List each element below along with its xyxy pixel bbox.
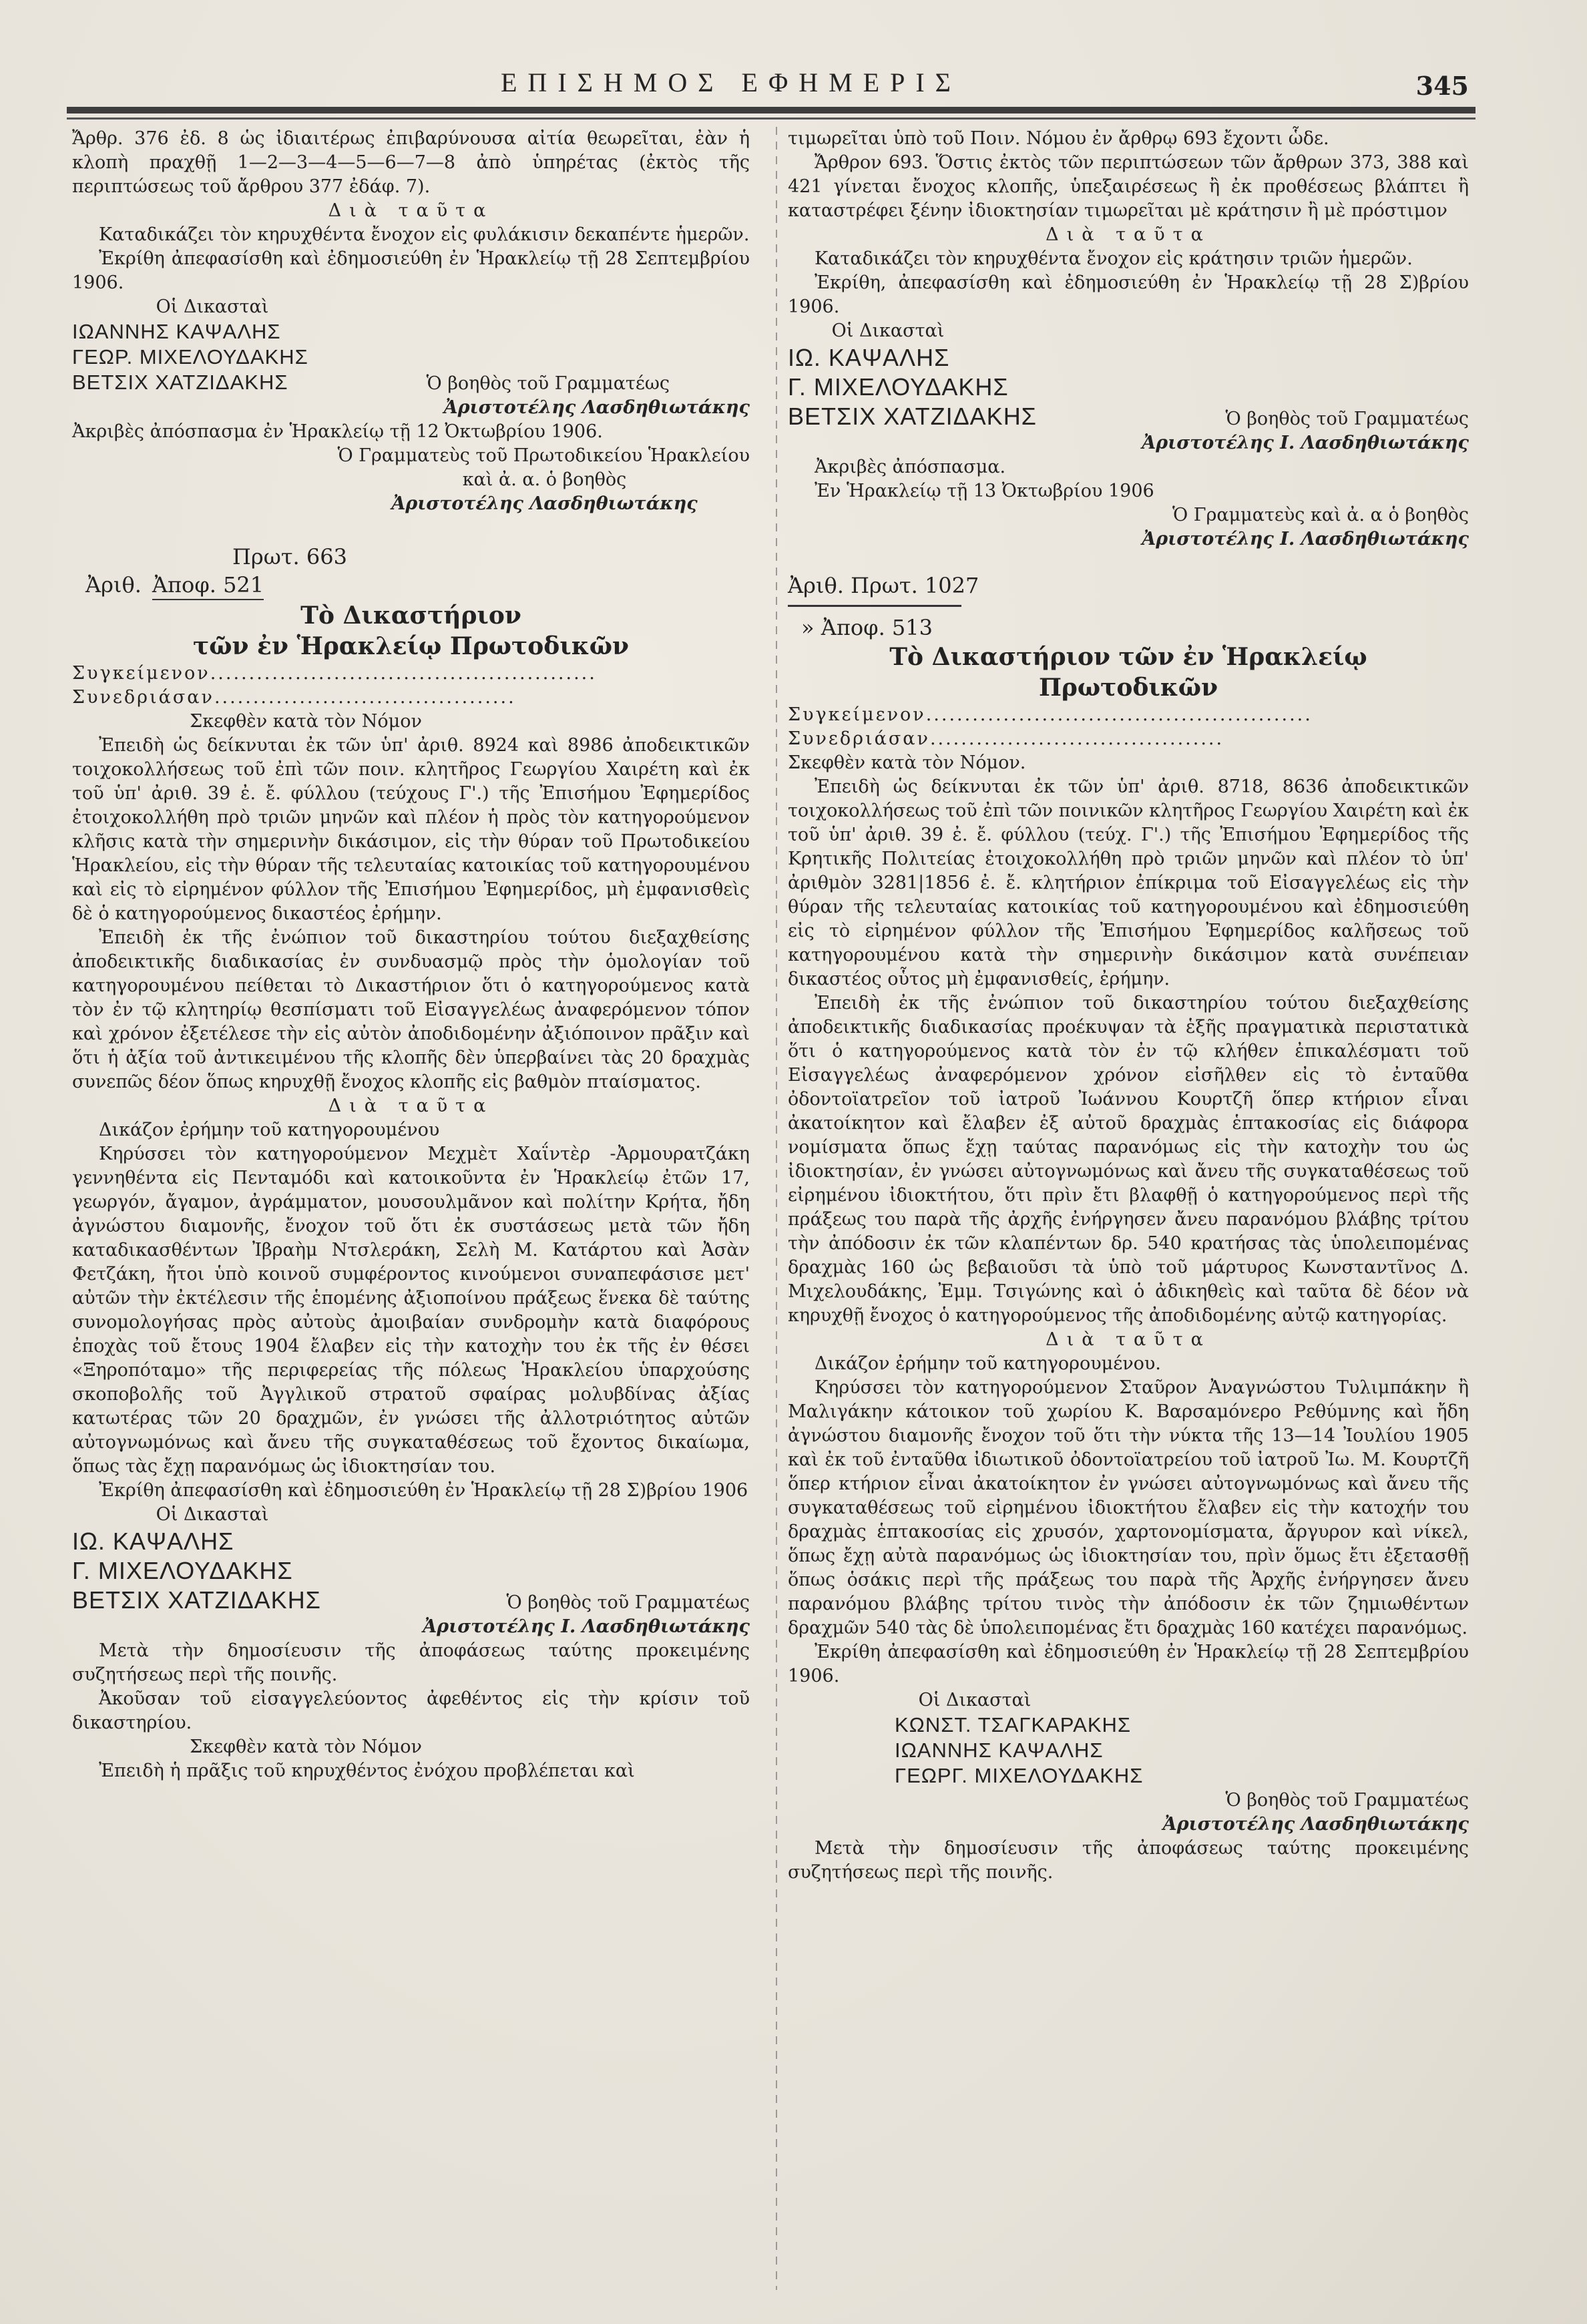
right-judge-1a: ΙΩ. ΚΑΨΑΛΗΣ [788,344,950,371]
left-para-4: Μετὰ τὴν δημοσίευσιν τῆς ἀποφάσεως ταύτης προκειμένης συζητήσεως περὶ τῆς ποινῆς. [72,1640,750,1685]
right-judge-2c: ΓΕΩΡΓ. ΜΙΧΕΛΟΥΔΑΚΗΣ [895,1764,1144,1787]
right-assistant-1-name: Ἀριστοτέλης Ι. Λασδηθιωτάκης [1142,433,1469,453]
left-copy-1: Ἀκριβὲς ἀπόσπασμα ἐν Ἡρακλείῳ τῇ 12 Ὀκτωβρίου 1906. [72,421,603,442]
left-column: Ἄρθρ. 376 ἐδ. 8 ὡς ἰδιαιτέρως ἐπιβαρύνουσα αἰτία θεωρεῖται, ἐὰν ἡ κλοπὴ πραχθῇ 1—2—3—4—5—6—7—8 ἀπὸ ὑπηρέτας (ἐκτὸς τῆς περιπτώσεως τοῦ ἄρθρου 377 ἐδάφ. 7). Διὰ ταῦτα Καταδικάζει τὸν κηρυχθέντα ἔνοχον εἰς φυλάκισιν δεκαπέντε ἡμερῶν. Ἐκρίθη ἀπεφασίσθη καὶ ἐδημοσιεύθη ἐν Ἡρακλείῳ τῇ 28 Σεπτεμβρίου 1906. Οἱ Δικασταὶ ΙΩΑΝΝΗΣ ΚΑΨΑΛΗΣ ΓΕΩΡ. ΜΙΧΕΛΟΥΔΑΚΗΣ ΒΕΤΣΙΧ ΧΑΤΖΙΔΑΚΗΣ Ὁ βοηθὸς τοῦ Γραμματέως Ἀριστοτέλης Λασδηθιωτάκης Ἀκριβὲς ἀπόσπασμα ἐν Ἡρακλείῳ τῇ 12 Ὀκτωβρίου 1906. Ὁ Γραμματεὺς τοῦ Πρωτοδικείου Ἡρακλείου καὶ ἀ. α. ὁ βοηθὸς Ἀριστοτέλης Λασδηθιωτάκης Πρωτ. 663 Ἀριθ. Ἀποφ. 521 Τὸ Δικαστήριον τῶν ἐν Ἡρακλείῳ Πρωτοδικῶν Συγκείμενον.................................................. Συνεδριάσαν....................................... Σκεφθὲν κατὰ τὸν Νόμον Ἐπειδὴ ὡς δείκνυται ἐκ τῶν ὑπ' ἀριθ. 8924 καὶ 8986 ἀποδεικτικῶν τοιχοκολλήσεως τοῦ ἐπὶ τῶν ποιν. κλητῆρος Γεωργίου Χαιρέτη καὶ ἐκ τοῦ ὑπ' ἀριθ. 39 ἐ. ἔ. φύλλου (τεύχους Γ'.) τῆς Ἐπισήμου Ἐφημερίδος ἐτοιχοκολλήθη πρὸ τριῶν μηνῶν καὶ πλέον ἡ πρὸς τὸν κατηγορούμενον κλῆσις κατὰ τὴν σημερινὴν δικάσιμον, εἰς τὴν θύραν τοῦ Πρωτοδικείου Ἡρακλείου, εἰς τὴν θύραν τῆς τελευταίας κατοικίας τοῦ κατηγορουμένου καὶ εἰς τὸ εἰρημένον φύλλον τῆς Ἐπισήμου Ἐφημερίδος, μὴ ἐμφανισθεὶς δὲ ὁ κατηγορούμενος δικαστέος ἐρήμην. Ἐπειδὴ ἐκ τῆς ἐνώπιον τοῦ δικαστηρίου τούτου διεξαχθείσης ἀποδεικτικῆς διαδικασίας ἐν συνδυασμῷ πρὸς τὴν ὁμολογίαν τοῦ κατηγορουμένου πείθεται τὸ Δικαστήριον ὅτι ὁ κατηγορούμενος κατὰ τὸν ἐν τῷ κλητηρίῳ θεσπίσματι τοῦ Εἰσαγγελέως ἀναφερόμενον τόπον καὶ χρόνον ἐξετέλεσε τὴν εἰς αὐτὸν ἀποδιδομένην ἀξιόποινον πρᾶξιν καὶ ὅτι ἡ ἀξία τοῦ ἀντικειμένου τῆς κλοπῆς δὲν ὑπερβαίνει τὰς 20 δραχμὰς συνεπῶς δέον ὅπως κηρυχθῇ ἔνοχος κλοπῆς εἰς βαθμὸν πταίσματος. Διὰ ταῦτα Δικάζον ἐρήμην τοῦ κατηγορουμένου Κηρύσσει τὸν κατηγορούμενον Μεχμὲτ Χαΐντὲρ -Ἀρμουρατζάκη γεννηθέντα εἰς Πενταμόδι καὶ κατοικοῦντα ἐν Ἡρακλείῳ ἐτῶν 17, γεωργόν, ἄγαμον, ἀγράμματον, μουσουλμᾶνον καὶ πολίτην Κρήτα, ἤδη ἀγνώστου διαμονῆς, ἔνοχον τοῦ ὅτι ἐκ συστάσεως μετὰ τῶν ἤδη καταδικασθέντων Ἰβραὴμ Ντσλεράκη, Σελὴ Μ. Κατάρτου καὶ Ἀσὰν Φετζάκη, ἤτοι ὑπὸ κοινοῦ συμφέροντος κινούμενοι συναπεφάσισε μετ' αὐτῶν τὴν ἐκτέλεσιν τῆς ἑπομένης ἀξιοποίνου πράξεως ἕνεκα δὲ ταύτης συνομολογήσας πρὸς αὐτοὺς ἀμοιβαίαν συνδρομὴν κατὰ διαφόρους ἐποχὰς τοῦ ἔτους 1904 ἔλαβεν εἰς τὴν κατοχὴν του ἐκ τῆς ἐν θέσει «Ξηροπόταμο» τῆς περιφερείας τῆς πόλεως Ἡρακλείου ὑπαρχούσης σκοποβολῆς τοῦ Ἀγγλικοῦ στρατοῦ σφαίρας μολυβδίνας ἀξίας κατωτέρας τῶν 20 δραχμῶν, ἐν γνώσει τῆς ἀλλοτριότητος αὐτῶν αὐτογνωμόνως καὶ ἄνευ τῆς συγκαταθέσεως τοῦ ἔχοντος δικαίωμα, ὅπως τὰς ἔχῃ παρανόμως ὡς ἰδιοκτησίαν του. Ἐκρίθη ἀπεφασίσθη καὶ ἐδημοσιεύθη ἐν Ἡρακλείῳ τῇ 28 Σ)βρίου 1906 Οἱ Δικασταὶ ΙΩ. ΚΑΨΑΛΗΣ Γ. ΜΙΧΕΛΟΥΔΑΚΗΣ ΒΕΤΣΙΧ ΧΑΤΖΙΔΑΚΗΣ Ὁ βοηθὸς τοῦ Γραμματέως Ἀριστοτέλης Ι. Λασδηθιωτάκης Μετὰ τὴν δημοσίευσιν τῆς ἀποφάσεως ταύτης προκειμένης συζητήσεως περὶ τῆς ποινῆς. Ἀκοῦσαν τοῦ εἰσαγγελεύοντος ἀφεθέντος εἰς τὴν κρίσιν τοῦ δικαστηρίου. Σκεφθὲν κατὰ τὸν Νόμον Ἐπειδὴ ἡ πρᾶξις τοῦ κηρυχθέντος ἐνόχου προβλέπεται καὶ [72,127,750,1783]
left-para-1: Ἐπειδὴ ὡς δείκνυται ἐκ τῶν ὑπ' ἀριθ. 8924 καὶ 8986 ἀποδεικτικῶν τοιχοκολλήσεως τοῦ ἐπὶ τῶν ποιν. κλητῆρος Γεωργίου Χαιρέτη καὶ ἐκ τοῦ ὑπ' ἀριθ. 39 ἐ. ἔ. φύλλου (τεύχους Γ'.) τῆς Ἐπισήμου Ἐφημερίδος ἐτοιχοκολλήθη πρὸ τριῶν μηνῶν καὶ πλέον ἡ πρὸς τὸν κατηγορούμενον κλῆσις κατὰ τὴν σημερινὴν δικάσιμον, εἰς τὴν θύραν τοῦ Πρωτοδικείου Ἡρακλείου, εἰς τὴν θύραν τῆς τελευταίας κατοικίας τοῦ κατηγορουμένου καὶ εἰς τὸ εἰρημένον φύλλον τῆς Ἐπισήμου Ἐφημερίδος, μὴ ἐμφανισθεὶς δὲ ὁ κατηγορούμενος δικαστέος ἐρήμην. [72,735,750,924]
left-intro: Ἄρθρ. 376 ἐδ. 8 ὡς ἰδιαιτέρως ἐπιβαρύνουσα αἰτία θεωρεῖται, ἐὰν ἡ κλοπὴ πραχθῇ 1—2—3—4—5—6—7—8 ἀπὸ ὑπηρέτας (ἐκτὸς τῆς περιπτώσεως τοῦ ἄρθρου 377 ἐδάφ. 7). [72,128,750,197]
left-decided-2: Ἐκρίθη ἀπεφασίσθη καὶ ἐδημοσιεύθη ἐν Ἡρακλείῳ τῇ 28 Σ)βρίου 1906 [99,1480,748,1501]
left-judge-2c: ΒΕΤΣΙΧ ΧΑΤΖΙΔΑΚΗΣ [72,1586,321,1614]
left-assistant-1-name: Ἀριστοτέλης Λασδηθιωτάκης [443,397,750,418]
right-prot-rule [788,605,961,607]
right-secretary-1: Ὁ Γραμματεὺς καὶ ἀ. α ὁ βοηθὸς [1172,505,1469,525]
left-para-5: Ἀκοῦσαν τοῦ εἰσαγγελεύοντος ἀφεθέντος εἰς τὴν κρίσιν τοῦ δικαστηρίου. [72,1688,750,1733]
right-para-2: Ἄρθρον 693. Ὅστις ἐκτὸς τῶν περιπτώσεων τῶν ἄρθρων 373, 388 καὶ 421 γίνεται ἔνοχος κλοπῆς, ὑπεξαιρέσεως ἢ ἐκ προθέσεως βλάπτει ἢ καταστρέφει ξένην ἰδιοκτησίαν τιμωρεῖται μὲ κράτησιν ἢ μὲ πρόστιμον [788,152,1469,221]
right-judges-label-2: Οἱ Δικασταὶ [918,1690,1032,1710]
left-assistant-2: Ὁ βοηθὸς τοῦ Γραμματέως [506,1592,750,1613]
right-judge-2a: ΚΩΝΣΤ. ΤΣΑΓΚΑΡΑΚΗΣ [895,1713,1132,1736]
right-court-2: Πρωτοδικῶν [1038,674,1218,702]
left-judges-label-1: Οἱ Δικασταὶ [156,296,269,317]
left-court-1: Τὸ Δικαστήριον [300,602,521,630]
right-condemns-1: Καταδικάζει τὸν κηρυχθέντα ἔνοχον εἰς κράτησιν τριῶν ἡμερῶν. [815,248,1413,269]
left-dia-tauta-2: Διὰ ταῦτα [328,1096,494,1116]
column-divider [776,127,777,2290]
right-prot: Ἀριθ. Πρωτ. 1027 [788,573,979,598]
left-judge-2a: ΙΩ. ΚΑΨΑΛΗΣ [72,1528,234,1555]
right-assistant-2-name: Ἀριστοτέλης Λασδηθιωτάκης [1162,1814,1469,1835]
right-judge-2b: ΙΩΑΝΝΗΣ ΚΑΨΑΛΗΣ [895,1738,1104,1762]
right-para-4: Ἐπειδὴ ἐκ τῆς ἐνώπιον τοῦ δικαστηρίου τούτου διεξαχθείσης ἀποδεικτικῆς διαδικασίας προέκυψαν τὰ ἑξῆς πραγματικὰ περιστατικὰ ὅτι ὁ κατηγορούμενος κατὰ τὸν ἐν τῷ κλήθεν ἐπικαλέσματι τοῦ Εἰσαγγελέως ἀναφερόμενον χρόνον εἰσῆλθεν εἰς τὸ ἐνταῦθα ὀδοντοϊατρεῖον τοῦ ἰατροῦ Ἰωάννου Κουρτζῆ ὅπερ κτήριον εἶναι ἀκατοίκητον καὶ ἔλαβεν ἐξ αὐτοῦ δραχμὰς ἑπτακοσίας εἰς διάφορα νομίσματα ὅπως ἔχῃ ταύτας παρανόμως εἰς τὴν κατοχὴν του ὡς ἰδιοκτησίαν, ἐν γνώσει αὐτογνωμόνως καὶ ἄνευ τῆς συγκαταθέσεως τοῦ εἰρημένου ἰδιοκτήτου, ὅτι πρὶν ἔτι βλαφθῇ ὁ κατηγορούμενος περὶ τῆς πράξεως του παρὰ τῆς ἀρχῆς ἐνήργησεν ἄνευ παρανόμου βλάβης τρίτου τὴν ἀπόδοσιν ἐκ τῶν κλαπέντων δρ. 540 κρατήσας τὰς ὑπολειπομένας δραχμὰς 160 ὡς βεβαιοῦσι τὰ ὑπὸ τοῦ μάρτυρος Κωνσταντῖνος Δ. Μιχελουδάκης, Ἐμμ. Τσιγώνης καὶ ὁ ἀδικηθεὶς καὶ ταῦτα δὲ δέον νὰ κηρυχθῇ ἔνοχος ὁ κατηγορούμενος τῆς ἀποδιδομένης αὐτῷ κατηγορίας. [788,993,1469,1326]
right-decided-2: Ἐκρίθη ἀπεφασίσθη καὶ ἐδημοσιεύθη ἐν Ἡρακλείῳ τῇ 28 Σεπτεμβρίου 1906. [788,1642,1469,1686]
header-rule-thin [67,118,1476,120]
left-judge-1a: ΙΩΑΝΝΗΣ ΚΑΨΑΛΗΣ [72,320,281,343]
right-para-3: Ἐπειδὴ ὡς δείκνυται ἐκ τῶν ὑπ' ἀριθ. 8718, 8636 ἀποδεικτικῶν τοιχοκολλήσεως τοῦ ἐπὶ τῶν ποινικῶν κλητῆρος Γεωργίου Χαιρέτη καὶ ἐκ τοῦ ὑπ' ἀριθ. 39 ἐ. ἔ. φύλλου (τεύχ. Γ'.) τῆς Ἐπισήμου Ἐφημερίδος τῆς Κρητικῆς Πολιτείας ἐτοιχοκολλήθη πρὸ τριῶν μηνῶν καὶ πλέον τὸ ὑπ' ἀριθμὸν 3281|1856 ἐ. ἔ. κλητήριον ἐπίκριμα τοῦ Εἰσαγγελέως εἰς τὴν θύραν τῆς τελευταίας κατοικίας τοῦ κατηγορουμένου καὶ ἐδημοσιεύθη εἰς τὸ εἰρημένον φύλλον τῆς Ἐπισήμου Ἐφημερίδος καλῆσεως τοῦ κατηγορουμένου κατὰ τὴν σημερινὴν δικάσιμον κατὰ συνέπειαν δικαστέος οὗτος μὴ ἐμφανισθείς, ἐρήμην. [788,776,1469,989]
left-assistant-1: Ὁ βοηθὸς τοῦ Γραμματέως [426,373,670,394]
left-para-3: Κηρύσσει τὸν κατηγορούμενον Μεχμὲτ Χαΐντὲρ -Ἀρμουρατζάκη γεννηθέντα εἰς Πενταμόδι καὶ κατοικοῦντα ἐν Ἡρακλείῳ ἐτῶν 17, γεωργόν, ἄγαμον, ἀγράμματον, μουσουλμᾶνον καὶ πολίτην Κρήτα, ἤδη ἀγνώστου διαμονῆς, ἔνοχον τοῦ ὅτι ἐκ συστάσεως μετὰ τῶν ἤδη καταδικασθέντων Ἰβραὴμ Ντσλεράκη, Σελὴ Μ. Κατάρτου καὶ Ἀσὰν Φετζάκη, ἤτοι ὑπὸ κοινοῦ συμφέροντος κινούμενοι συναπεφάσισε μετ' αὐτῶν τὴν ἐκτέλεσιν τῆς ἑπομένης ἀξιοποίνου πράξεως ἕνεκα δὲ ταύτης συνομολογήσας πρὸς αὐτοὺς ἀμοιβαίαν συνδρομὴν κατὰ διαφόρους ἐποχὰς τοῦ ἔτους 1904 ἔλαβεν εἰς τὴν κατοχὴν του ἐκ τῆς ἐν θέσει «Ξηροπόταμο» τῆς περιφερείας τῆς πόλεως Ἡρακλείου ὑπαρχούσης σκοποβολῆς τοῦ Ἀγγλικοῦ στρατοῦ σφαίρας μολυβδίνας ἀξίας κατωτέρας τῶν 20 δραχμῶν, ἐν γνώσει τῆς ἀλλοτριότητος αὐτῶν αὐτογνωμόνως καὶ ἄνευ τῆς συγκαταθέσεως τοῦ ἔχοντος δικαίωμα, ὅπως τὰς ἔχῃ παρανόμως ὡς ἰδιοκτησίαν του. [72,1144,750,1477]
right-para-1: τιμωρεῖται ὑπὸ τοῦ Ποιν. Νόμου ἐν ἄρθρῳ 693 ἔχοντι ὧδε. [788,128,1329,149]
left-para-6: Ἐπειδὴ ἡ πρᾶξις τοῦ κηρυχθέντος ἐνόχου προβλέπεται καὶ [99,1761,635,1781]
left-court-2: τῶν ἐν Ἡρακλείῳ Πρωτοδικῶν [193,632,629,660]
right-assistant-2: Ὁ βοηθὸς τοῦ Γραμματέως [1225,1790,1469,1811]
left-apof: Ἀποφ. 521 [152,571,264,600]
left-synkeimenon: Συγκείμενον [72,663,210,684]
header-rule-thick [67,107,1476,113]
right-assistant-1: Ὁ βοηθὸς τοῦ Γραμματέως [1225,409,1469,429]
right-copy-1: Ἀκριβὲς ἀπόσπασμα. [815,457,1006,477]
left-dikazon: Δικάζον ἐρήμην τοῦ κατηγορουμένου [99,1120,440,1140]
right-synedriasan: Συνεδριάσαν [788,728,930,749]
left-secretary-1b: καὶ ἀ. α. ὁ βοηθὸς [462,469,627,490]
right-judges-label-1: Οἱ Δικασταὶ [831,320,945,341]
left-secretary-1-name: Ἀριστοτέλης Λασδηθιωτάκης [391,493,698,514]
left-judge-2b: Γ. ΜΙΧΕΛΟΥΔΑΚΗΣ [72,1557,293,1584]
left-prot: Πρωτ. 663 [232,544,347,569]
left-decided-1: Ἐκρίθη ἀπεφασίσθη καὶ ἐδημοσιεύθη ἐν Ἡρακλείῳ τῇ 28 Σεπτεμβρίου 1906. [72,248,750,293]
right-secretary-1-name: Ἀριστοτέλης Ι. Λασδηθιωτάκης [1142,529,1469,549]
right-para-5: Κηρύσσει τὸν κατηγορούμενον Σταῦρον Ἀναγνώστου Τυλιμπάκην ἢ Μαλιγάκην κάτοικον τοῦ χωρίου Κ. Βαρσαμόνερο Ρεθύμνης καὶ ἤδη ἀγνώστου διαμονῆς ἔνοχον τοῦ ὅτι τὴν νύκτα τῆς 13—14 Ἰουλίου 1905 καὶ ἐκ τοῦ ἐνταῦθα ἰδιωτικοῦ ὀδοντοϊατρείου τοῦ ἰατροῦ Ἰω. Μ. Κουρτζῆ ὅπερ κτήριον εἶναι ἀκατοίκητον ἐν γνώσει αὐτογνωμόνως καὶ ἄνευ τῆς συγκαταθέσεως τοῦ εἰρημένου ἰδιοκτήτου ἔλαβεν εἰς τὴν κατοχήν του δραχμὰς ἑπτακοσίας εἰς χρυσόν, χαρτονομίσματα, ἄργυρον καὶ νίκελ, ὅπως ἔχῃ αὐτὰ παρανόμως ὡς ἰδιοκτησίαν του, πρὶν ὅμως ἔτι ἐξετασθῇ ὅπως ὁσάκις περὶ τῆς πράξεως του παρὰ τῆς Ἀρχῆς ἐνήργησεν ἄνευ παρανόμου βλάβης τρίτου τινὸς τὴν ἀπόδοσιν ἐκ τῶν ζημιωθέντων δραχμῶν 540 τὰς δὲ ὑπολειπομένας ἔτι δραχμὰς 160 κατέχει παρανόμως. [788,1377,1469,1638]
left-skefthen-2: Σκεφθὲν κατὰ τὸν Νόμον [190,1736,422,1757]
right-synkeimenon: Συγκείμενον [788,704,926,725]
right-decided-1: Ἐκρίθη, ἀπεφασίσθη καὶ ἐδημοσιεύθη ἐν Ἡρακλείῳ τῇ 28 Σ)βρίου 1906. [788,272,1469,317]
right-copy-1-date: Ἐν Ἡρακλείῳ τῇ 13 Ὀκτωβρίου 1906 [815,481,1154,501]
page-number: 345 [1415,71,1469,101]
gazette-title: ΕΠΙΣΗΜΟΣ ΕΦΗΜΕΡΙΣ [501,67,961,97]
right-judge-1c: ΒΕΤΣΙΧ ΧΑΤΖΙΔΑΚΗΣ [788,403,1037,430]
left-secretary-1: Ὁ Γραμματεὺς τοῦ Πρωτοδικείου Ἡρακλείου [337,445,750,466]
right-column: τιμωρεῖται ὑπὸ τοῦ Ποιν. Νόμου ἐν ἄρθρῳ 693 ἔχοντι ὧδε. Ἄρθρον 693. Ὅστις ἐκτὸς τῶν περιπτώσεων τῶν ἄρθρων 373, 388 καὶ 421 γίνεται ἔνοχος κλοπῆς, ὑπεξαιρέσεως ἢ ἐκ προθέσεως βλάπτει ἢ καταστρέφει ξένην ἰδιοκτησίαν τιμωρεῖται μὲ κράτησιν ἢ μὲ πρόστιμον Διὰ ταῦτα Καταδικάζει τὸν κηρυχθέντα ἔνοχον εἰς κράτησιν τριῶν ἡμερῶν. Ἐκρίθη, ἀπεφασίσθη καὶ ἐδημοσιεύθη ἐν Ἡρακλείῳ τῇ 28 Σ)βρίου 1906. Οἱ Δικασταὶ ΙΩ. ΚΑΨΑΛΗΣ Γ. ΜΙΧΕΛΟΥΔΑΚΗΣ ΒΕΤΣΙΧ ΧΑΤΖΙΔΑΚΗΣ Ὁ βοηθὸς τοῦ Γραμματέως Ἀριστοτέλης Ι. Λασδηθιωτάκης Ἀκριβὲς ἀπόσπασμα. Ἐν Ἡρακλείῳ τῇ 13 Ὀκτωβρίου 1906 Ὁ Γραμματεὺς καὶ ἀ. α ὁ βοηθὸς Ἀριστοτέλης Ι. Λασδηθιωτάκης Ἀριθ. Πρωτ. 1027 » Ἀποφ. 513 Τὸ Δικαστήριον τῶν ἐν Ἡρακλείῳ Πρωτοδικῶν Συγκείμενον.................................................. Συνεδριάσαν...................................... Σκεφθὲν κατὰ τὸν Νόμον. Ἐπειδὴ ὡς δείκνυται ἐκ τῶν ὑπ' ἀριθ. 8718, 8636 ἀποδεικτικῶν τοιχοκολλήσεως τοῦ ἐπὶ τῶν ποινικῶν κλητῆρος Γεωργίου Χαιρέτη καὶ ἐκ τοῦ ὑπ' ἀριθ. 39 ἐ. ἔ. φύλλου (τεύχ. Γ'.) τῆς Ἐπισήμου Ἐφημερίδος τῆς Κρητικῆς Πολιτείας ἐτοιχοκολλήθη πρὸ τριῶν μηνῶν καὶ πλέον τὸ ὑπ' ἀριθμὸν 3281|1856 ἐ. ἔ. κλητήριον ἐπίκριμα τοῦ Εἰσαγγελέως εἰς τὴν θύραν τῆς τελευταίας κατοικίας τοῦ κατηγορουμένου καὶ ἐδημοσιεύθη εἰς τὸ εἰρημένον φύλλον τῆς Ἐπισήμου Ἐφημερίδος καλῆσεως τοῦ κατηγορουμένου κατὰ τὴν σημερινὴν δικάσιμον κατὰ συνέπειαν δικαστέος οὗτος μὴ ἐμφανισθείς, ἐρήμην. Ἐπειδὴ ἐκ τῆς ἐνώπιον τοῦ δικαστηρίου τούτου διεξαχθείσης ἀποδεικτικῆς διαδικασίας προέκυψαν τὰ ἑξῆς πραγματικὰ περιστατικὰ ὅτι ὁ κατηγορούμενος κατὰ τὸν ἐν τῷ κλήθεν ἐπικαλέσματι τοῦ Εἰσαγγελέως ἀναφερόμενον χρόνον εἰσῆλθεν εἰς τὸ ἐνταῦθα ὀδοντοϊατρεῖον τοῦ ἰατροῦ Ἰωάννου Κουρτζῆ ὅπερ κτήριον εἶναι ἀκατοίκητον καὶ ἔλαβεν ἐξ αὐτοῦ δραχμὰς ἑπτακοσίας εἰς διάφορα νομίσματα ὅπως ἔχῃ ταύτας παρανόμως εἰς τὴν κατοχὴν του ὡς ἰδιοκτησίαν, ἐν γνώσει αὐτογνωμόνως καὶ ἄνευ τῆς συγκαταθέσεως τοῦ εἰρημένου ἰδιοκτήτου, ὅτι πρὶν ἔτι βλαφθῇ ὁ κατηγορούμενος περὶ τῆς πράξεως του παρὰ τῆς ἀρχῆς ἐνήργησεν ἄνευ παρανόμου βλάβης τρίτου τὴν ἀπόδοσιν ἐκ τῶν κλαπέντων δρ. 540 κρατήσας τὰς ὑπολειπομένας δραχμὰς 160 ὡς βεβαιοῦσι τὰ ὑπὸ τοῦ μάρτυρος Κωνσταντῖνος Δ. Μιχελουδάκης, Ἐμμ. Τσιγώνης καὶ ὁ ἀδικηθεὶς καὶ ταῦτα δὲ δέον νὰ κηρυχθῇ ἔνοχος ὁ κατηγορούμενος τῆς ἀποδιδομένης αὐτῷ κατηγορίας. Διὰ ταῦτα Δικάζον ἐρήμην τοῦ κατηγορουμένου. Κηρύσσει τὸν κατηγορούμενον Σταῦρον Ἀναγνώστου Τυλιμπάκην ἢ Μαλιγάκην κάτοικον τοῦ χωρίου Κ. Βαρσαμόνερο Ρεθύμνης καὶ ἤδη ἀγνώστου διαμονῆς ἔνοχον τοῦ ὅτι τὴν νύκτα τῆς 13—14 Ἰουλίου 1905 καὶ ἐκ τοῦ ἐνταῦθα ἰδιωτικοῦ ὀδοντοϊατρείου τοῦ ἰατροῦ Ἰω. Μ. Κουρτζῆ ὅπερ κτήριον εἶναι ἀκατοίκητον ἐν γνώσει αὐτογνωμόνως καὶ ἄνευ τῆς συγκαταθέσεως τοῦ εἰρημένου ἰδιοκτήτου ἔλαβεν εἰς τὴν κατοχήν του δραχμὰς ἑπτακοσίας εἰς χρυσόν, χαρτονομίσματα, ἄργυρον καὶ νίκελ, ὅπως ἔχῃ αὐτὰ παρανόμως ὡς ἰδιοκτησίαν του, πρὶν ὅμως ἔτι ἐξετασθῇ ὅπως ὁσάκις περὶ τῆς πράξεως του παρὰ τῆς Ἀρχῆς ἐνήργησεν ἄνευ παρανόμου βλάβης τρίτου τινὸς τὴν ἀπόδοσιν ἐκ τῶν ζημιωθέντων δραχμῶν 540 τὰς δὲ ὑπολειπομένας ἔτι δραχμὰς 160 κατέχει παρανόμως. Ἐκρίθη ἀπεφασίσθη καὶ ἐδημοσιεύθη ἐν Ἡρακλείῳ τῇ 28 Σεπτεμβρίου 1906. Οἱ Δικασταὶ ΚΩΝΣΤ. ΤΣΑΓΚΑΡΑΚΗΣ ΙΩΑΝΝΗΣ ΚΑΨΑΛΗΣ ΓΕΩΡΓ. ΜΙΧΕΛΟΥΔΑΚΗΣ Ὁ βοηθὸς τοῦ Γραμματέως Ἀριστοτέλης Λασδηθιωτάκης Μετὰ τὴν δημοσίευσιν τῆς ἀποφάσεως ταύτης προκειμένης συζητήσεως περὶ τῆς ποινῆς. [788,127,1469,1885]
left-judge-1c: ΒΕΤΣΙΧ ΧΑΤΖΙΔΑΚΗΣ [72,371,288,394]
right-judge-1b: Γ. ΜΙΧΕΛΟΥΔΑΚΗΣ [788,373,1009,401]
left-dia-tauta-1: Διὰ ταῦτα [328,200,494,221]
left-condemns-1: Καταδικάζει τὸν κηρυχθέντα ἔνοχον εἰς φυλάκισιν δεκαπέντε ἡμερῶν. [99,224,750,245]
right-dia-tauta-1: Διὰ ταῦτα [1046,224,1211,245]
left-judges-label-2: Οἱ Δικασταὶ [156,1504,269,1525]
right-court-1: Τὸ Δικαστήριον τῶν ἐν Ἡρακλείῳ [889,643,1367,671]
left-assistant-2-name: Ἀριστοτέλης Ι. Λασδηθιωτάκης [423,1616,750,1637]
left-arith-label: Ἀριθ. [85,572,142,598]
right-apof: » Ἀποφ. 513 [801,615,933,640]
left-judge-1b: ΓΕΩΡ. ΜΙΧΕΛΟΥΔΑΚΗΣ [72,345,308,369]
left-skefthen: Σκεφθὲν κατὰ τὸν Νόμον [190,711,422,732]
right-skefthen: Σκεφθὲν κατὰ τὸν Νόμον. [788,752,1026,773]
right-dikazon: Δικάζον ἐρήμην τοῦ κατηγορουμένου. [815,1353,1161,1374]
left-synedriasan: Συνεδριάσαν [72,687,214,708]
right-para-6: Μετὰ τὴν δημοσίευσιν τῆς ἀποφάσεως ταύτης προκειμένης συζητήσεως περὶ τῆς ποινῆς. [788,1838,1469,1883]
page-header [80,67,1469,107]
right-dia-tauta-2: Διὰ ταῦτα [1046,1329,1211,1350]
left-para-2: Ἐπειδὴ ἐκ τῆς ἐνώπιον τοῦ δικαστηρίου τούτου διεξαχθείσης ἀποδεικτικῆς διαδικασίας ἐν συνδυασμῷ πρὸς τὴν ὁμολογίαν τοῦ κατηγορουμένου πείθεται τὸ Δικαστήριον ὅτι ὁ κατηγορούμενος κατὰ τὸν ἐν τῷ κλητηρίῳ θεσπίσματι τοῦ Εἰσαγγελέως ἀναφερόμενον τόπον καὶ χρόνον ἐξετέλεσε τὴν εἰς αὐτὸν ἀποδιδομένην ἀξιόποινον πρᾶξιν καὶ ὅτι ἡ ἀξία τοῦ ἀντικειμένου τῆς κλοπῆς δὲν ὑπερβαίνει τὰς 20 δραχμὰς συνεπῶς δέον ὅπως κηρυχθῇ ἔνοχος κλοπῆς εἰς βαθμὸν πταίσματος. [72,927,750,1092]
